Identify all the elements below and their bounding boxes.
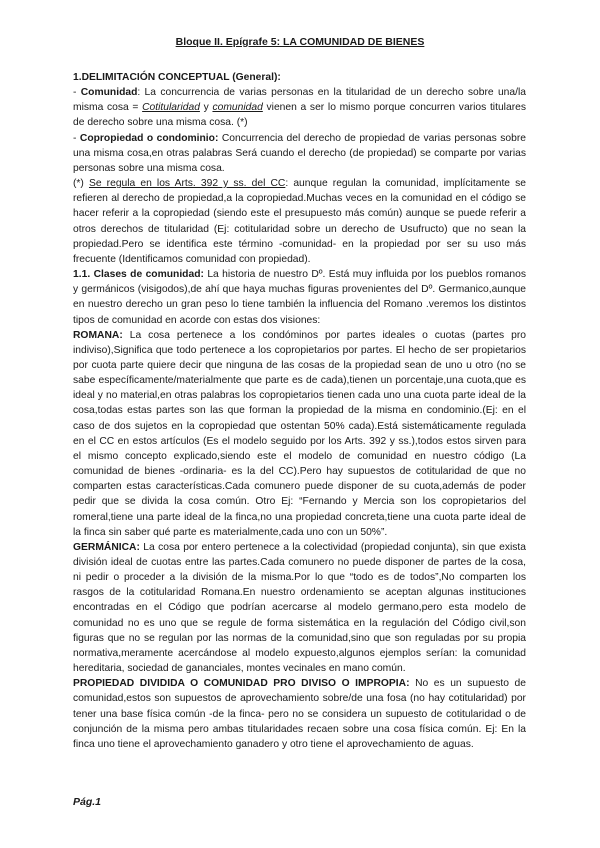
paragraph-romana — [73, 328, 526, 540]
paragraph-text: La historia de nuestro Dº. Está muy influida por los pueblos romanos y germánicos (visigodos),de ahí que haya muchas figuras provenientes del Dº. Germanico,aunque en nuestro derecho un gran peso lo tiene también la influencia del Romano .veremos los distintos tipos de comunidad en acorde con estas dos visiones: — [73, 269, 526, 326]
page-number: Pág.1 — [73, 796, 102, 808]
document-title: Bloque II. Epígrafe 5: LA COMUNIDAD DE BIENES — [175, 36, 425, 48]
term-comunidad-italic: comunidad — [212, 102, 263, 114]
paragraph-copropiedad — [73, 131, 526, 176]
term-cotitularidad: Cotitularidad — [142, 102, 200, 114]
term-copropiedad: Copropiedad o condominio: — [79, 132, 219, 144]
document-body — [73, 70, 526, 752]
paragraph-clases-comunidad — [73, 267, 526, 328]
label-propiedad-dividida: PROPIEDAD DIVIDIDA O COMUNIDAD PRO DIVISO O IMPROPIA: — [73, 678, 410, 690]
label-romana: ROMANA: — [73, 329, 123, 341]
paragraph-propiedad-dividida — [73, 676, 526, 752]
term-comunidad: Comunidad — [80, 87, 138, 99]
paragraph-text: y — [199, 102, 213, 114]
paragraph-text: La cosa por entero pertenece a la colectividad (propiedad conjunta), sin que exista división ideal de cuotas entre las partes.Cada comunero no puede disponer de partes de la cosa, ni pedir o proceder a la división de la misma.Por lo que “todo es de todos”,No comparten los rasgos de la cotitularidad Romana.En nuestro ordenamiento se aceptan algunas instituciones encontradas en el Código que podrían acercarse al modelo germano,pero esta modelo de comunidad no es uno que se regule de forma sistemática en la regulación del Código civil,son figuras que no se regulan por las normas de la comunidad,sino que son reguladas por su propia normativa,meramente acercándose al modelo expuesto,algunos ejemplos serían: la comunidad hereditaria, sociedad de gananciales, montes vecinales en mano común. — [73, 541, 526, 675]
paragraph-text: La cosa pertenece a los condóminos por partes ideales o cuotas (partes pro indiviso),Significa que todo pertenece a los copropietarios por partes. El hecho de ser propietarios por cuota parte quiere decir que ninguna de las cosas de la propiedad sean de uno u otro (no se sabe específicamente/materialmente que parte es de cada),tienen un porcentaje,una cuota,que es ideal y no material,en otras palabras los copropietarios tienen cada uno una cuota parte ideal de la cosa,todas estas partes son las que forman la propiedad de la misma en condominio.(Ej: en el caso de dos sujetos en la copropiedad que ostentan 50% cada).Está sistemáticamente regulada en el CC en estos artículos (Es el modelo seguido por los Arts. 392 y ss.),todos estos sirven para el mismo concepto explicado,siendo este el modelo de comunidad en nuestro código (La comunidad de bienes -ordinaria- es la del CC).Pero hay supuestos de cotitularidad de que no comparten estas características.Cada comunero puede disponer de su cuota,además de poder pedir que se divida la cosa común. Otro Ej: “Fernando y Mercia son los copropietarios del romeral,tiene una parte ideal de la finca,no una propiedad concreta,tiene una cuota parte ideal de la finca sin saber qué parte es materialmente,cada uno con un 50%”. — [73, 329, 526, 538]
legal-reference: Se regula en los Arts. 392 y ss. del CC — [88, 178, 286, 190]
paragraph-comunidad — [73, 85, 526, 130]
paragraph-text: Concurrencia del derecho de propiedad de varias personas sobre una misma cosa,en otras palabras Será cuando el derecho (de propiedad) se comparte por varias personas sobre una misma cosa. — [73, 132, 526, 174]
paragraph-regulacion — [73, 176, 526, 267]
paragraph-text: vienen a ser lo mismo porque concurren varios titulares de derecho sobre una misma cosa. (*) — [73, 102, 527, 129]
paragraph-text: : La concurrencia de varias personas en la titularidad de un derecho sobre una/la misma cosa = — [73, 87, 527, 114]
section-heading-clases: 1.1. Clases de comunidad: — [73, 269, 204, 281]
paragraph-germanica — [73, 540, 526, 676]
paragraph-text: No es un supuesto de comunidad,estos son supuestos de aprovechamiento sobre/de una fosa (no hay cotitularidad) por tener una base física común -de la finca- pero no se considera un supuesto de cotitularidad o de conjunción de la misma pero ambas titularidades recaen sobre una cosa física común. Ej: En la finca uno tiene el aprovechamiento ganadero y otro tiene el aprovechamiento de aguas. — [73, 678, 526, 750]
label-germanica: GERMÁNICA: — [73, 541, 140, 553]
list-dash: - — [73, 132, 80, 144]
section-heading-delimitacion: 1.DELIMITACIÓN CONCEPTUAL (General): — [73, 72, 281, 83]
footnote-mark: (*) — [73, 178, 89, 190]
paragraph-text: : aunque regulan la comunidad, implícitamente se refieren al derecho de propiedad,a la copropiedad.Muchas veces en la comunidad en el código se hacer referir a la copropiedad (siendo este el presupuesto más común) aunque se puede referir a otros derechos de titularidad (Ej: cotitularidad sobre un derecho de Usufructo) que no sean la propiedad.Pero se identifica este término -comunidad- en la propiedad por ser su uso más frecuente (Identificamos comunidad con propiedad). — [73, 178, 527, 265]
list-dash: - — [73, 87, 81, 99]
